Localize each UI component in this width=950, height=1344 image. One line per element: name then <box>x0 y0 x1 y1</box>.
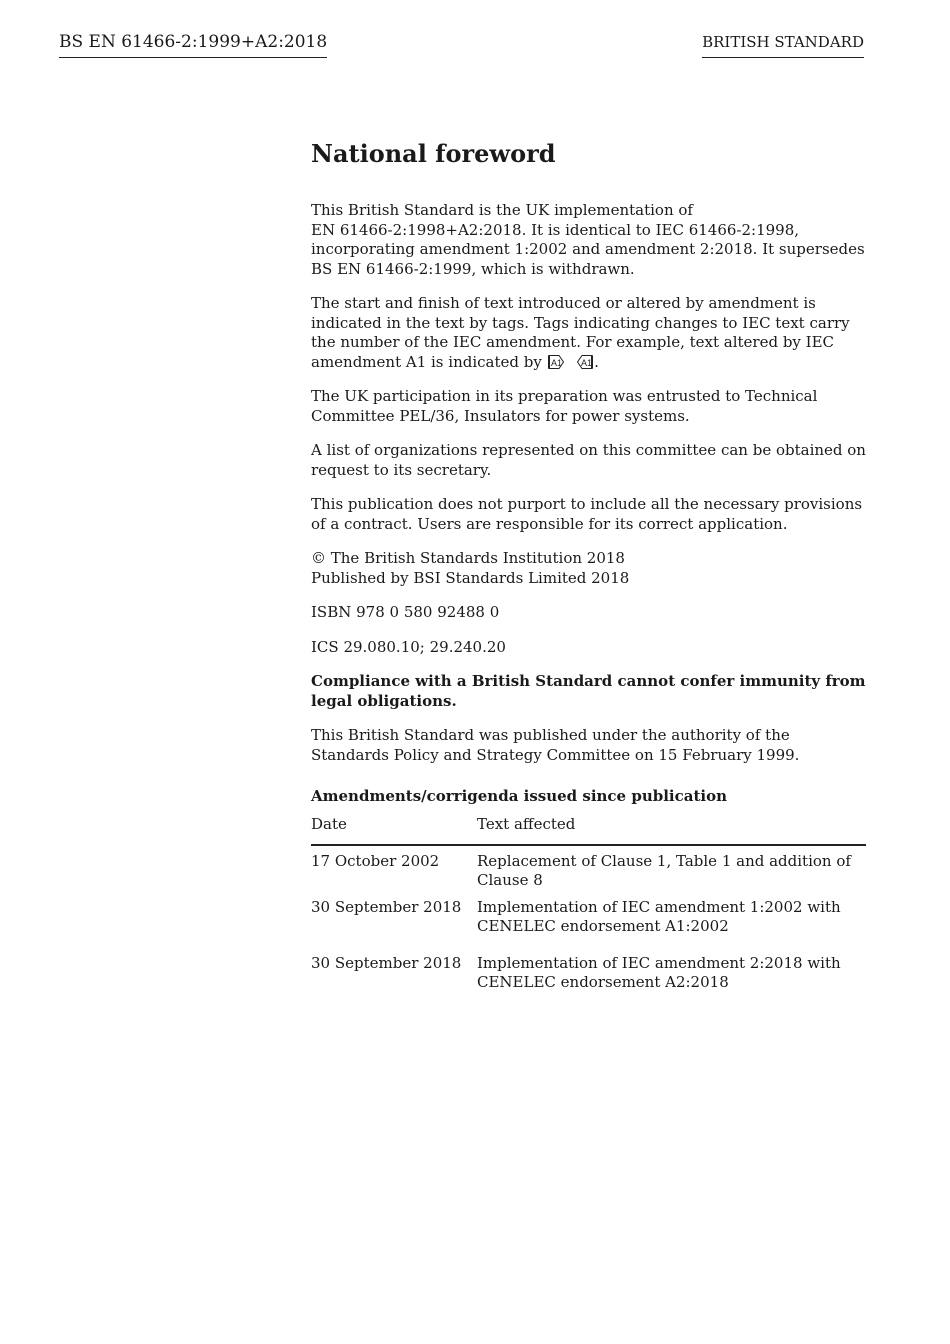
amendment-text: Implementation of IEC amendment 2:2018 with CENELEC endorsement A2:2018 <box>477 953 841 991</box>
national-foreword <box>311 138 866 993</box>
compliance-notice: Compliance with a British Standard cannot confer immunity from legal obligations. <box>311 672 866 710</box>
column-header-text-affected: Text affected <box>477 815 866 845</box>
document-id: BS EN 61466-2:1999+A2:2018 <box>59 30 327 58</box>
copyright-line: © The British Standards Institution 2018 <box>311 549 625 567</box>
amendments-table <box>311 815 866 993</box>
amendment-date: 17 October 2002 <box>311 851 440 870</box>
amendment-text: Implementation of IEC amendment 1:2002 with CENELEC endorsement A1:2002 <box>477 897 841 935</box>
table-row <box>311 937 866 993</box>
table-row <box>311 891 866 937</box>
implementation-paragraph: This British Standard is the UK implementation of EN 61466-2:1998+A2:2018. It is identical to IEC 61466-2:1998, incorporating amendment 1:2002 and amendment 2:2018. It supersedes BS EN 61466-2:1999, which is withdrawn. <box>311 201 865 278</box>
committee-paragraph: The UK participation in its preparation was entrusted to Technical Committee PEL/36, Insulators for power systems. <box>311 387 818 425</box>
amendment-end-tag-icon <box>576 355 593 369</box>
contract-paragraph: This publication does not purport to include all the necessary provisions of a contract. Users are responsible for its correct application. <box>311 495 863 533</box>
tag-start-label: A1 <box>550 357 562 368</box>
series-label: BRITISH STANDARD <box>702 31 864 58</box>
amendments-title: Amendments/corrigenda issued since publication <box>311 787 727 805</box>
amendment-date: 30 September 2018 <box>311 897 462 916</box>
page-title: National foreword <box>311 139 556 168</box>
authority-paragraph: This British Standard was published under the authority of the Standards Policy and Strategy Committee on 15 February 1999. <box>311 726 800 764</box>
amendment-start-tag-icon <box>548 355 565 369</box>
table-header-row <box>311 815 866 845</box>
organizations-paragraph: A list of organizations represented on this committee can be obtained on request to its secretary. <box>311 441 866 479</box>
table-row <box>311 845 866 891</box>
amendment-date: 30 September 2018 <box>311 953 462 972</box>
tag-end-label: A1 <box>581 357 593 368</box>
column-header-date: Date <box>311 815 477 845</box>
copyright-paragraph <box>311 549 866 588</box>
publisher-line: Published by BSI Standards Limited 2018 <box>311 568 630 587</box>
amendment-text: Replacement of Clause 1, Table 1 and addition of Clause 8 <box>477 851 851 889</box>
ics: ICS 29.080.10; 29.240.20 <box>311 637 506 656</box>
isbn: ISBN 978 0 580 92488 0 <box>311 603 500 621</box>
amendment-tags-paragraph: The start and finish of text introduced or altered by amendment is indicated in the text by tags. Tags indicating changes to IEC text carry the number of the IEC amendment. For example, text altered by IEC amendment A1 is indicated by A1 A1 . <box>311 294 850 371</box>
